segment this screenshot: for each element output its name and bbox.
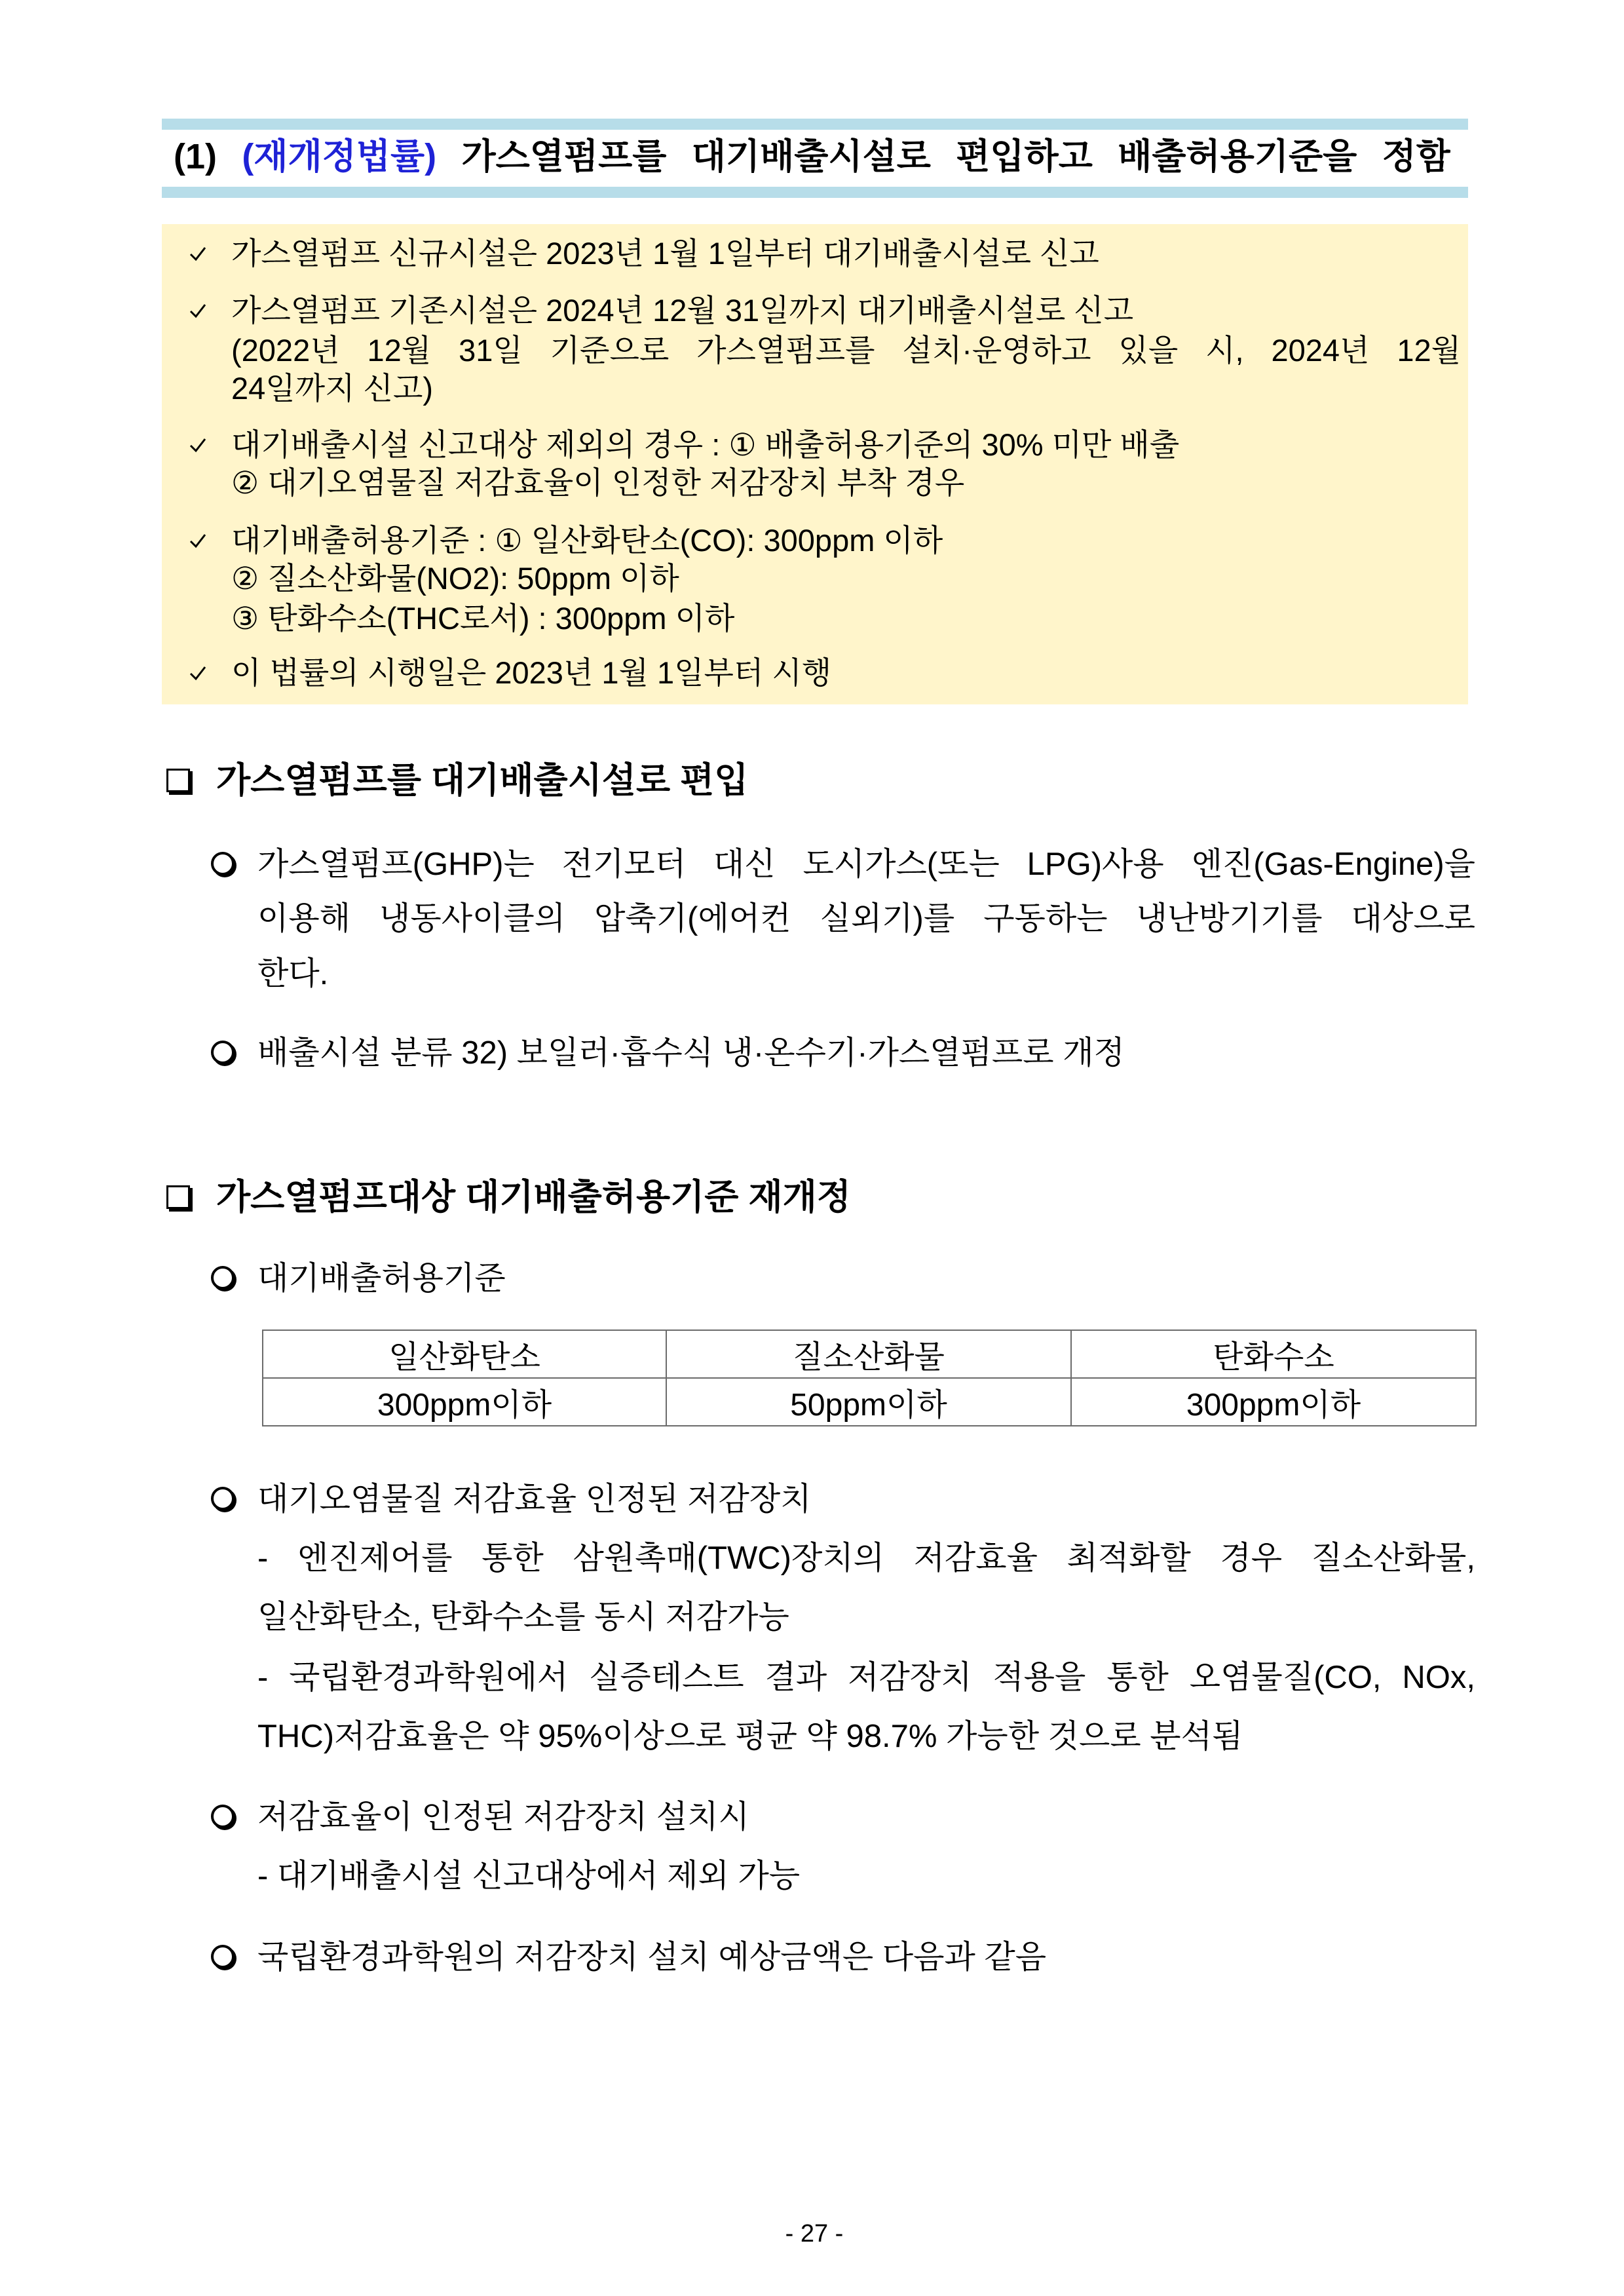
summary-item-line: ② 질소산화물(NO2): 50ppm 이하 [231, 561, 679, 596]
bullet-line: 이용해 냉동사이클의 압축기(에어컨 실외기)를 구동하는 냉난방기기를 대상으로 [257, 901, 1475, 936]
emission-standard-table [262, 1330, 1477, 1426]
section-heading: 가스열펌프대상 대기배출허용기준 재개정 [216, 1177, 851, 1217]
check-icon [189, 436, 207, 454]
title-number: (1) [174, 137, 217, 176]
bullet-line: 저감효율이 인정된 저감장치 설치시 [257, 1799, 749, 1835]
detail-line: - 엔진제어를 통한 삼원촉매(TWC)장치의 저감효율 최적화할 경우 질소산화물, [257, 1540, 1475, 1576]
table-header-cell: 질소산화물 [666, 1330, 1071, 1378]
bullet-line: 배출시설 분류 32) 보일러·흡수식 냉·온수기·가스열펌프로 개정 [257, 1035, 1125, 1071]
summary-item-line: ② 대기오염물질 저감효율이 인정한 저감장치 부착 경우 [231, 465, 965, 500]
title-text: 가스열펌프를 대기배출시설로 편입하고 배출허용기준을 정함 [461, 137, 1450, 176]
bullet-line: 가스열펌프(GHP)는 전기모터 대신 도시가스(또는 LPG)사용 엔진(Gas-Engine)을 [257, 847, 1475, 882]
check-icon [189, 531, 207, 550]
circle-bullet-icon [211, 1266, 235, 1290]
page-number: - 27 - [785, 2220, 844, 2248]
title-band-bottom [162, 187, 1468, 198]
summary-item-line: (2022년 12월 31일 기준으로 가스열펌프를 설치·운영하고 있을 시, 2024년 12월 [231, 333, 1461, 368]
detail-line: - 대기배출시설 신고대상에서 제외 가능 [257, 1858, 801, 1894]
summary-box [162, 224, 1468, 704]
check-icon [189, 244, 207, 263]
circle-bullet-icon [211, 1041, 235, 1064]
title-tag: (재개정법률) [242, 137, 437, 176]
bullet-line: 대기오염물질 저감효율 인정된 저감장치 [257, 1482, 812, 1517]
summary-item-line: 가스열펌프 기존시설은 2024년 12월 31일까지 대기배출시설로 신고 [231, 293, 1134, 328]
table-row [263, 1378, 1476, 1426]
summary-item-line: 대기배출시설 신고대상 제외의 경우 : ① 배출허용기준의 30% 미만 배출 [231, 427, 1180, 462]
page-title [174, 133, 1450, 180]
table-cell: 300ppm이하 [1071, 1378, 1476, 1426]
summary-item-line: 대기배출허용기준 : ① 일산화탄소(CO): 300ppm 이하 [231, 523, 943, 558]
circle-bullet-icon [211, 1945, 235, 1968]
square-bullet-icon [166, 769, 190, 792]
title-band-top [162, 119, 1468, 130]
summary-item-line: 가스열펌프 신규시설은 2023년 1월 1일부터 대기배출시설로 신고 [231, 236, 1099, 271]
circle-bullet-icon [211, 852, 235, 875]
detail-line: THC)저감효율은 약 95%이상으로 평균 약 98.7% 가능한 것으로 분석됨 [257, 1719, 1243, 1754]
circle-bullet-icon [211, 1805, 235, 1828]
summary-item-line: 이 법률의 시행일은 2023년 1월 1일부터 시행 [231, 655, 832, 690]
bullet-line: 국립환경과학원의 저감장치 설치 예상금액은 다음과 같음 [257, 1940, 1047, 1975]
check-icon [189, 301, 207, 320]
table-header-cell: 일산화탄소 [263, 1330, 666, 1378]
section-heading: 가스열펌프를 대기배출시설로 편입 [216, 761, 749, 800]
detail-line: 일산화탄소, 탄화수소를 동시 저감가능 [257, 1599, 789, 1635]
table-header-cell: 탄화수소 [1071, 1330, 1476, 1378]
square-bullet-icon [166, 1185, 190, 1209]
circle-bullet-icon [211, 1487, 235, 1510]
check-icon [189, 664, 207, 682]
bullet-line: 대기배출허용기준 [257, 1261, 506, 1296]
summary-item-line: ③ 탄화수소(THC로서) : 300ppm 이하 [231, 601, 735, 636]
table-header-row [263, 1330, 1476, 1378]
table-cell: 300ppm이하 [263, 1378, 666, 1426]
summary-item-line: 24일까지 신고) [231, 371, 433, 406]
table-cell: 50ppm이하 [666, 1378, 1071, 1426]
bullet-line: 한다. [257, 956, 329, 991]
detail-line: - 국립환경과학원에서 실증테스트 결과 저감장치 적용을 통한 오염물질(CO, NOx, [257, 1660, 1475, 1695]
